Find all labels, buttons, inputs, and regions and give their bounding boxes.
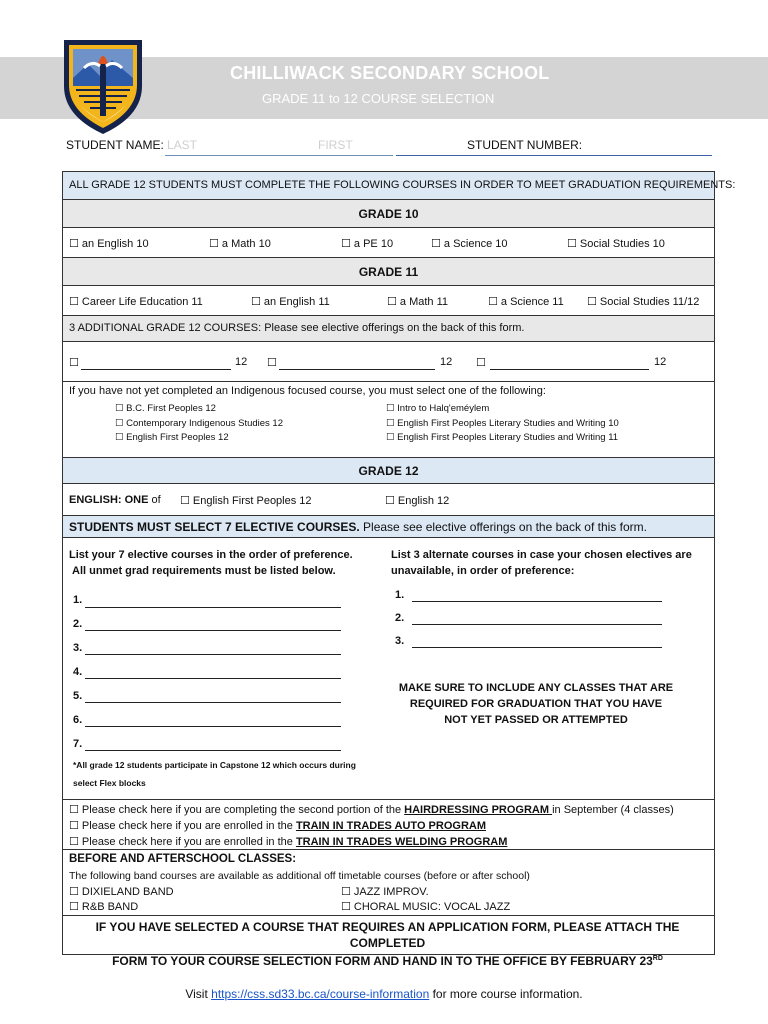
indigenous-label: If you have not yet completed an Indigenous focused course, you must select one of the following: [69,385,546,397]
band-heading: BEFORE AND AFTERSCHOOL CLASSES: [69,853,297,865]
school-crest-logo [62,38,144,136]
application-notice-row [63,916,714,968]
elective-7-line[interactable] [85,750,341,751]
indigenous-row [63,382,714,458]
trades-auto-checkbox[interactable]: ☐ Please check here if you are enrolled in the TRAIN IN TRADES AUTO PROGRAM [69,820,486,832]
additional-1-checkbox[interactable]: ☐ [69,357,79,369]
rb-band-checkbox[interactable]: ☐ R&B BAND [69,901,139,913]
student-number-label: STUDENT NUMBER: [467,138,583,152]
programs-row [63,800,714,850]
grade10-title: GRADE 10 [358,207,419,221]
grad-requirement-notice [391,680,681,728]
additional-label: 3 ADDITIONAL GRADE 12 COURSES: Please see elective offerings on the back of this form. [69,322,525,334]
capstone-note-1: *All grade 12 students participate in Capstone 12 which occurs during [73,760,356,770]
trades-welding-checkbox[interactable]: ☐ Please check here if you are enrolled in the TRAIN IN TRADES WELDING PROGRAM [69,836,508,848]
electives-heading-2: All unmet grad requirements must be listed below. [72,565,336,577]
electives-banner-text: STUDENTS MUST SELECT 7 ELECTIVE COURSES. Please see elective offerings on the back of this form. [69,520,647,534]
application-notice-line-1: IF YOU HAVE SELECTED A COURSE THAT REQUIRES AN APPLICATION FORM, PLEASE ATTACH THE COMPLETED [95,920,680,950]
grade12-heading [63,458,714,484]
elective-2-line[interactable] [85,630,341,631]
grade11-heading [63,258,714,286]
elective-1-number: 1. [73,594,83,606]
indigenous-efp12-checkbox[interactable]: ☐ English First Peoples 12 [115,432,229,443]
application-notice [63,919,712,969]
grade10-math-checkbox[interactable]: ☐ a Math 10 [209,238,271,250]
elective-4-line[interactable] [85,678,341,679]
grade11-science-checkbox[interactable]: ☐ a Science 11 [488,296,564,308]
additional-courses-row [63,342,714,382]
grade10-social-checkbox[interactable]: ☐ Social Studies 10 [567,238,665,250]
elective-3-line[interactable] [85,654,341,655]
additional-1-suffix: 12 [235,356,248,368]
form-subtitle: GRADE 11 to 12 COURSE SELECTION [262,91,495,106]
alternate-1-line[interactable] [412,601,662,602]
indigenous-efp-lit11-checkbox[interactable]: ☐ English First Peoples Literary Studies and Writing 11 [386,432,619,443]
band-description: The following band courses are available as additional off timetable courses (before or after school) [69,870,530,882]
grade10-heading [63,200,714,228]
indigenous-halq-checkbox[interactable]: ☐ Intro to Halq'eméylem [386,403,490,414]
grade11-math-checkbox[interactable]: ☐ a Math 11 [387,296,449,308]
electives-block [63,538,714,800]
grade10-pe-checkbox[interactable]: ☐ a PE 10 [341,238,394,250]
student-name-label: STUDENT NAME: [66,138,164,152]
alternate-3-number: 3. [395,635,405,647]
grade11-cle-checkbox[interactable]: ☐ Career Life Education 11 [69,296,203,308]
electives-banner [63,516,714,538]
school-title: CHILLIWACK SECONDARY SCHOOL [230,63,550,83]
notice-line-3: NOT YET PASSED OR ATTEMPTED [444,714,628,726]
student-info-row [66,138,714,156]
course-info-link[interactable]: https://css.sd33.bc.ca/course-information [211,987,430,1001]
grade10-science-checkbox[interactable]: ☐ a Science 10 [431,238,508,250]
number-underline [396,155,712,156]
additional-heading [63,316,714,342]
grade11-english-checkbox[interactable]: ☐ an English 11 [251,296,330,308]
elective-5-number: 5. [73,690,83,702]
grade10-english-checkbox[interactable]: ☐ an English 10 [69,238,149,250]
additional-2-checkbox[interactable]: ☐ [267,357,277,369]
alternates-heading-1: List 3 alternate courses in case your chosen electives are [391,549,692,561]
indigenous-efp-lit10-checkbox[interactable]: ☐ English First Peoples Literary Studies and Writing 10 [386,418,619,429]
course-form-table [62,171,736,968]
application-notice-line-2: FORM TO YOUR COURSE SELECTION FORM AND HAND IN TO THE OFFICE BY FEBRUARY 23RD [112,954,663,968]
hairdressing-checkbox[interactable]: ☐ Please check here if you are completing the second portion of the HAIRDRESSING PROGRAM in September (4 classes) [69,804,674,816]
intro-text: ALL GRADE 12 STUDENTS MUST COMPLETE THE FOLLOWING COURSES IN ORDER TO MEET GRADUATION REQUIREMENTS: [69,179,736,191]
grade11-options [63,286,714,316]
notice-line-1: MAKE SURE TO INCLUDE ANY CLASSES THAT ARE [398,682,674,694]
additional-3-checkbox[interactable]: ☐ [476,357,486,369]
electives-heading-1: List your 7 elective courses in the order of preference. [69,549,353,561]
additional-3-line[interactable] [490,369,649,370]
elective-6-line[interactable] [85,726,341,727]
elective-7-number: 7. [73,738,83,750]
last-name-field[interactable]: LAST [167,138,198,152]
elective-2-number: 2. [73,618,83,630]
first-name-field[interactable]: FIRST [318,138,353,152]
elective-4-number: 4. [73,666,83,678]
visit-footer [0,987,768,1001]
grade12-title: GRADE 12 [358,464,419,478]
elective-3-number: 3. [73,642,83,654]
grade12-english12-checkbox[interactable]: ☐ English 12 [385,495,450,507]
band-row [63,850,714,916]
indigenous-contemporary-checkbox[interactable]: ☐ Contemporary Indigenous Studies 12 [115,418,284,429]
alternate-3-line[interactable] [412,647,662,648]
name-underline [165,155,393,156]
visit-prefix: Visit [185,987,212,1001]
additional-1-line[interactable] [81,369,231,370]
elective-5-line[interactable] [85,702,341,703]
alternates-heading-2: unavailable, in order of preference: [391,565,575,577]
alternate-2-line[interactable] [412,624,662,625]
elective-6-number: 6. [73,714,83,726]
alternate-2-number: 2. [395,612,405,624]
choral-vocal-jazz-checkbox[interactable]: ☐ CHORAL MUSIC: VOCAL JAZZ [341,901,511,913]
additional-2-line[interactable] [279,369,435,370]
grade12-english-label: ENGLISH: ONE of [69,494,161,506]
grade10-options [63,228,714,258]
alternate-1-number: 1. [395,589,405,601]
grade12-efp12-checkbox[interactable]: ☐ English First Peoples 12 [180,495,312,507]
additional-3-suffix: 12 [654,356,667,368]
intro-row [63,172,736,200]
grade11-social-checkbox[interactable]: ☐ Social Studies 11/12 [587,296,700,308]
jazz-improv-checkbox[interactable]: ☐ JAZZ IMPROV. [341,886,429,898]
capstone-note-2: select Flex blocks [73,778,146,788]
notice-line-2: REQUIRED FOR GRADUATION THAT YOU HAVE [409,698,663,710]
visit-suffix: for more course information. [429,987,583,1001]
indigenous-bc-first-peoples-checkbox[interactable]: ☐ B.C. First Peoples 12 [115,403,216,414]
dixieland-band-checkbox[interactable]: ☐ DIXIELAND BAND [69,886,174,898]
grade11-title: GRADE 11 [358,265,419,279]
additional-2-suffix: 12 [440,356,453,368]
grade12-english-row [63,484,714,516]
elective-1-line[interactable] [85,607,341,608]
